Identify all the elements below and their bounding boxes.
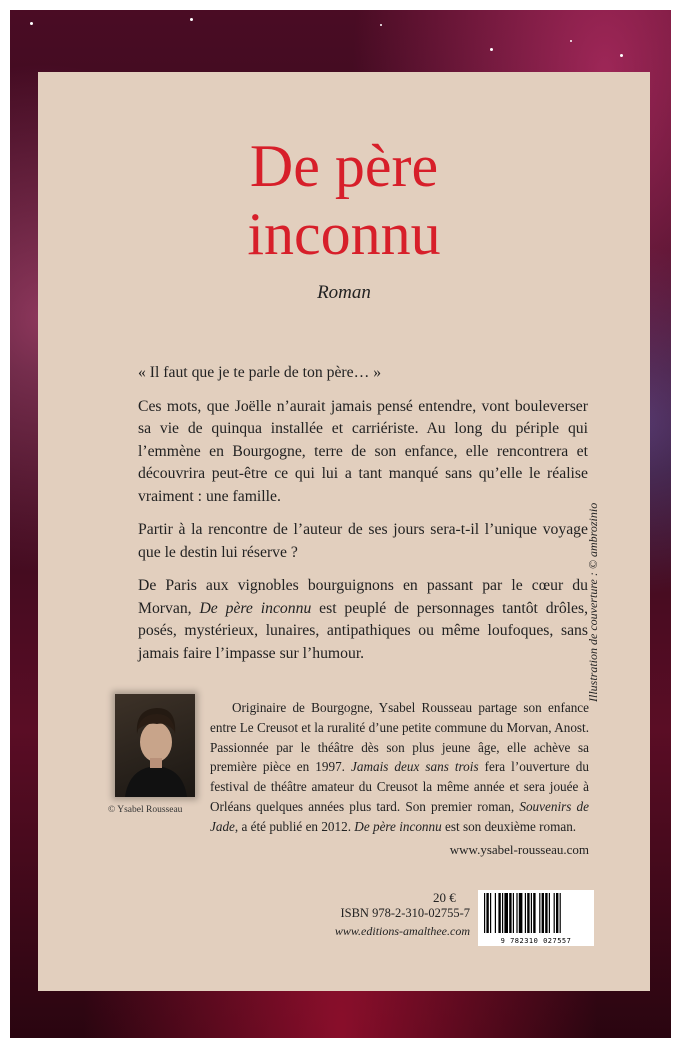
book-back-cover <box>10 10 671 1038</box>
author-bio <box>210 698 589 837</box>
barcode-digits: 9 782310 027557 <box>500 937 572 945</box>
bio-text-c: , a été publié en 2012. <box>234 818 355 834</box>
star <box>490 48 493 51</box>
blurb-p3-title: De père inconnu <box>199 599 312 617</box>
star <box>190 18 193 21</box>
bio-text-d: est son deuxième roman. <box>441 818 577 834</box>
price: 20 € <box>433 890 456 905</box>
book-subtitle: Roman <box>317 282 371 303</box>
bio-text-b: fera l’ouverture du festival de théâtre amateur du Creusot la même année et sera jouée à Orléans quelques années plus tard. Son premier roman, <box>210 759 589 814</box>
star <box>620 54 623 57</box>
blurb-paragraph-2: Partir à la rencontre de l’auteur de ses jours sera-t-il l’unique voyage que le destin lui réserve ? <box>138 521 588 561</box>
blurb-p3-text-a: De Paris aux vignobles bourguignons en passant par le cœur du Morvan, <box>138 577 588 617</box>
barcode-bars-icon <box>478 890 594 936</box>
blurb-paragraph-1: Ces mots, que Joëlle n’aurait jamais pensé entendre, vont bouleverser sa vie de quinqua installée et carriériste. Au long du périple qui l’emmène en Bourgogne, terre de son enfance, elle rencontrera et découvrira peut-être ce qui lui a tant manqué sans qu’elle le réalise vraiment : une famille. <box>138 397 588 505</box>
photo-credit: © Ysabel Rousseau <box>108 805 183 815</box>
bio-novel1-title: Souvenirs de Jade <box>210 798 589 834</box>
title-line-2: inconnu <box>247 201 441 267</box>
bio-play-title: Jamais deux sans trois <box>351 759 479 775</box>
book-title <box>38 132 650 268</box>
author-portrait-icon <box>115 694 195 797</box>
author-photo <box>115 694 195 797</box>
blurb-paragraph-3 <box>138 575 588 665</box>
star <box>380 24 382 26</box>
blurb <box>138 362 588 676</box>
blurb-quote: « Il faut que je te parle de ton père… » <box>138 364 382 381</box>
star <box>570 40 572 42</box>
blurb-p3-text-b: est peuplé de personnages tantôt drôles, posés, mystérieux, lunaires, antipathiques ou même loufoques, sans jamais faire l’impasse sur l’humour. <box>138 599 589 662</box>
star <box>30 22 33 25</box>
author-website: www.ysabel-rousseau.com <box>449 842 589 857</box>
isbn-barcode <box>478 890 594 946</box>
bio-text-a: Originaire de Bourgogne, Ysabel Rousseau partage son enfance entre Le Creusot et la ruralité d’une petite commune du Morvan, Anost. Passionnée par le théâtre dès son plus jeune âge, elle achève sa première pièce en 1997. <box>210 700 589 775</box>
cover-illustration-credit: Illustration de couverture : © ambrozinio <box>586 502 600 702</box>
title-line-1: De père <box>249 133 439 199</box>
isbn: ISBN 978-2-310-02755-7 <box>340 906 470 920</box>
text-panel <box>38 72 650 991</box>
bio-novel2-title: De père inconnu <box>354 818 442 834</box>
publisher-url: www.editions-amalthee.com <box>334 924 470 938</box>
